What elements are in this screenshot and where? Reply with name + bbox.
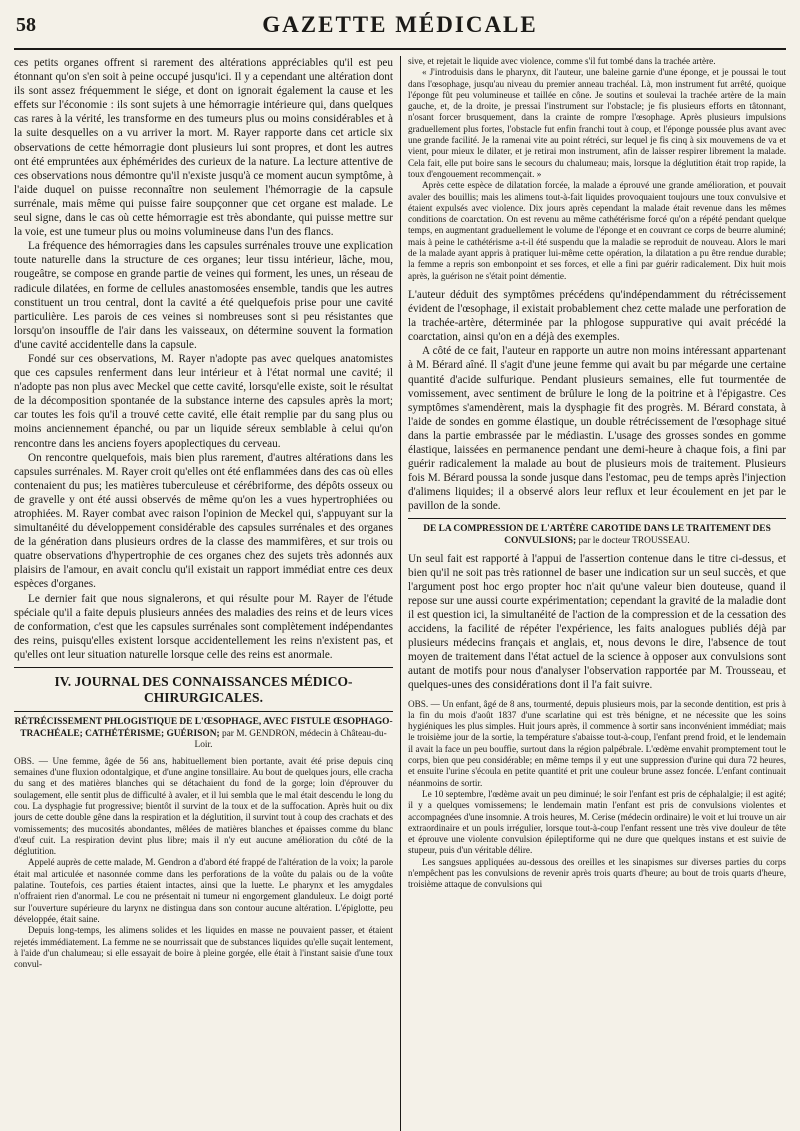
section-divider [14,667,393,668]
paragraph: Les sangsues appliquées au-dessous des oreilles et les sinapismes sur diverses parties du corps n'empêchent pas les convulsions de revenir après trois quarts d'heure; au bout de trois quarts d'heure, troisième attaque de convulsions qui [408,856,786,890]
paragraph: Le dernier fait que nous signalerons, et qui résulte pour M. Rayer de l'étude spéciale qu'il a faite depuis plusieurs années des maladies des reins et de leurs vices de conformation, c'est que les capsules surrénales sont complètement indépendantes des reins, puisqu'elles existent lorsque accidentellement les reins n'existent pas, et qu'elles ont leur situation naturelle lorsque celle des reins est anormale. [14,592,393,661]
paragraph: Fondé sur ces observations, M. Rayer n'adopte pas avec quelques anatomistes que ces capsules renferment dans leur intérieur et à l'état normal une cavité; il n'adopte pas non plus avec Meckel que cette cavité, lorsqu'elle existe, soit le résultat de la décomposition spontanée de la substance interne des capsules après la mort; car toutes les fois qu'il a trouvé cette cavité, elle était remplie par du sang plus ou moins anciennement épanché, ou par un liquide séreux semblable à celui qu'on rencontre dans les anciens foyers apoplectiques du cerveau. [14,352,393,450]
paragraph: Appelé auprès de cette malade, M. Gendron a d'abord été frappé de l'altération de la voix; la parole était mal articulée et nasonnée comme dans les perforations de la voûte du palais ou de la voûte palatine. Toutefois, ces parties étaient intactes, ainsi que la luette. Le pharynx et les amygdales n'offraient rien d'anormal. Le cou ne présentait ni tumeur ni engorgement glanduleux. Le doigt porté sur l'ouverture supérieure du larynx ne distingua dans son contour aucune altération. L'épiglotte, peu développée, était saine. [14,857,393,924]
paragraph: sive, et rejetait le liquide avec violence, comme s'il fut tombé dans la trachée artère. [408,56,716,66]
columns [14,56,786,1131]
paragraph: Depuis long-temps, les alimens solides et les liquides en masse ne pouvaient passer, et étaient rejetés immédiatement. La femme ne se nourrissait que de substances liquides qu'elle suçait lentement, à l'aide d'un chalumeau; si elle essayait de boire à pleine gorgée, elle était à l'instant saisie d'une toux convul- [14,925,393,970]
section-divider [14,711,393,712]
article-author: par M. GENDRON, médecin à Château-du-Loir. [194,728,387,751]
paragraph: On rencontre quelquefois, mais bien plus rarement, d'autres altérations dans les capsules surrénales. M. Rayer croit qu'elles ont été enflammées dans des cas où elles contenaient du pus; les matières tuberculeuse et cérébriforme, des dépôts osseux ou de gravelle y ont été aussi observés de même qu'on les a vues hypertrophiées ou atrophiées. M. Rayer combat avec raison l'opinion de Meckel qui, s'appuyant sur la simultanéité du développement considérable des capsules surrénales et des organes de la génération dans plusieurs ordres de la classe des mammifères, et sur trois ou quatre observations d'hypertrophie de ces organes chez des sujets très adonnés aux plaisirs de l'amour, en avait conclu qu'il existait un rapport immédiat entre ces deux espèces d'organes. [14,451,393,591]
paragraph: Après cette espèce de dilatation forcée, la malade a éprouvé une grande amélioration, et pouvait avaler des bouillis; mais les alimens tout-à-fait liquides provoquaient toujours une toux convulsive et étaient expulsés avec violence. Dix jours après cependant la malade était revenue dans les mêmes conditions de coarctation. On est revenu au même cathétérisme forcé qu'on a répété pendant quelque temps, en augmentant graduellement le volume de l'éponge et en couvrant ce corps de beurre aluminé; mais à peine le cathétérisme a-t-il été suspendu que la maladie se reproduit de nouveau. Alors le mari de la malade ayant appris à pratiquer lui-même cette opération, la dilatation a pu être rendue durable; la femme a repris son embonpoint et ses forces, et elle a fini par guérir radicalement. Dix huit mois après, la guérison ne s'était point démentie. [408,180,786,281]
article-title [408,524,786,547]
left-column [14,56,400,1131]
page-header [14,8,786,50]
paragraph: La fréquence des hémorragies dans les capsules surrénales trouve une explication toute naturelle dans la structure de ces organes; leur tissu intérieur, lâche, mou, rougeâtre, se compose en grande partie de veines qui forment, les unes, un réseau de radicule dilatées, en forme de cellules anastomosées ensemble, tandis que les autres constituent un trou central, dont la cavité a été quelquefois prise pour une cavité particulière. Les parois de ces veines si nombreuses sont si peu résistantes que lorsqu'on insouffle de l'air dans les vaisseaux, on détermine souvent la formation d'une cavité accidentelle dans la capsule. [14,240,393,351]
article-title-text: RÉTRÉCISSEMENT PHLOGISTIQUE DE L'ŒSOPHAGE, AVEC FISTULE ŒSOPHAGO-TRACHÉALE; CATHÉTÉRISME; GUÉRISON; [14,717,393,739]
paragraph: Un seul fait est rapporté à l'appui de l'assertion contenue dans le titre ci-dessus, et bien qu'il ne soit pas très rationnel de baser une indication sur un seul succès, et que l'argument post hoc ergo propter hoc n'ait qu'une valeur bien douteuse, quand il repose sur une aussi courte expérimentation; cependant la gravité de la maladie dont il est question ici, la simultanéité de l'action de la compression et de la cessation des accidens, la facilité de répéter l'expérience, les faits analogues publiés déjà par plusieurs médecins français et anglais, et, nous devons le dire, l'absence de tout moyen de traitement dans l'état actuel de la science à opposer aux convulsions sont autant de motifs pour nous d'analyser l'observation rapportée par M. Trousseau, et quelques-unes des considérations dont il l'a fait suivre. [408,552,786,692]
article-author: par le docteur TROUSSEAU. [578,536,690,547]
section-divider [408,518,786,519]
paragraph: Le 10 septembre, l'œdème avait un peu diminué; le soir l'enfant est pris de céphalalgie; il est agité; il y a quelques vomissemens; le lendemain matin l'enfant est pris de convulsions violentes et accompagnées d'une insomnie. A trois heures, M. Cerise (médecin ordinaire) le voit et lui trouve un air extraordinaire et un pouls irrégulier, lorsque tout-à-coup l'enfant ressent une très vive douleur de tête et éprouve une violente convulsion épileptiforme qui ne dure que quelques instans et est suivie de stupeur, puis d'un véritable délire. [408,788,786,856]
paragraph: ces petits organes offrent si rarement des altérations appréciables qu'il est peu étonnant qu'on s'en soit à peine occupé jusqu'ici. Il y a cependant une altération dont ils sont assez fréquemment le siége, et dont on ignorait également la cause et les effets sur l'économie : ils sont sujets à une hémorragie intérieure qui, dans quelques cas rares à la vérité, les transforme en des tumeurs plus ou moins considérables et à la suite desquelles on a vu arriver la mort. M. Rayer rapporte dans cet article six observations de cette hémorragie dont plusieurs lui sont propres, et dont les autres ont été empruntées aux éphémérides des curieux de la nature. La lecture attentive de ces observations nous démontre qu'il n'existe jusqu'à ce moment aucun symptôme, à l'aide duquel on puisse reconnaître non seulement l'hémorragie de la capsule surrénale, mais même qui puisse faire soupçonner que cet organe est malade. Le seul signe, dans le cas où cette hémorragie est très abondante, qui puisse mettre sur la voie, est une tumeur plus ou moins volumineuse dans l'un des flancs. [14,57,393,239]
journal-title: GAZETTE MÉDICALE [262,12,538,37]
paragraph: L'auteur déduit des symptômes précédens qu'indépendamment du rétrécissement évident de l'œsophage, il existait probablement chez cette malade une perforation de la trachée-artère, déterminée par la phlogose suppurative qui avait précédé la coarctation, ainsi qu'on en a déjà des exemples. [408,288,786,344]
right-column [400,56,786,1131]
paragraph: OBS. — Un enfant, âgé de 8 ans, tourmenté, depuis plusieurs mois, par la seconde dentition, est pris à la fin du mois d'août 1837 d'une scarlatine qui est très bénigne, et ne nécessite que les soins hygiéniques les plus simples. Huit jours après, il commence à sortir sans inconvénient immédiat; mais le troisième jour de la sortie, la température s'abaisse tout-à-coup, l'enfant prend froid, et le lendemain il avait la face un peu bouffie, surtout dans la région palpébrale. L'œdème envahit promptement tout le corps, bien que peu considérable; en même temps il y eut une suppression d'urine qui dura 72 heures, et ensuite l'urine s'écoula en petite quantité et prit une couleur brune assez foncée. L'enfant continuait néanmoins de sortir. [408,698,786,788]
paragraph: A côté de ce fait, l'auteur en rapporte un autre non moins intéressant appartenant à M. Bérard aîné. Il s'agit d'une jeune femme qui avait bu par mégarde une certaine quantité d'acide sulfurique. Pendant plusieurs semaines, elle fut tourmentée de vomissement, avec sentiment de brûlure le long de la poitrine et à l'épigastre. Ces symptômes s'amendèrent, mais la dysphagie fit des progrès. M. Bérard constata, à l'aide de sondes en gomme élastique, un double rétrécissement de l'œsophage situé dans la partie embrassée par le médiastin. L'usage des grosses sondes en gomme élastique, laissées en permanence pendant une demi-heure à chaque fois, a fini par guérir radicalement la malade au bout de plusieurs mois de traitement. Plusieurs fois M. Bérard poussa la sonde jusque dans l'estomac, peu de temps après l'injection d'alimens liquides; il a observé alors leur reflux et leur écoulement en jet par le pavillon de la sonde. [408,345,786,513]
section-title: IV. JOURNAL DES CONNAISSANCES MÉDICO-CHIRURGICALES. [54,674,353,706]
page-number: 58 [16,14,36,36]
article-title-text: DE LA COMPRESSION DE L'ARTÈRE CAROTIDE DANS LE TRAITEMENT DES CONVULSIONS; [423,524,771,547]
paragraph: « J'introduisis dans le pharynx, dit l'auteur, une baleine garnie d'une éponge, et je poussai le tout dans l'œsophage, jusqu'au niveau du premier anneau trachéal. Là, mon instrument fut arrêté, quoique l'éponge fût peu volumineuse et taillée en cône. Je soutins et soulevai la trachée artère de la main gauche, et, de la droite, je pressai l'instrument sur l'obstacle; je fis plusieurs efforts en tâtonnant, n'osant forcer brusquement, dans la crainte de rompre l'œsophage. Après plusieurs impulsions graduellement plus fortes, l'obstacle fut enfin franchi tout à coup, et l'éponge poussée plus avant avec une grande facilité. Je la ramenai vite au point rétréci, sur lequel je fis cinq à six mouvemens de va et vient, pour mieux le dilater, et je retirai mon instrument, afin de laisser respirer librement la malade. Cela fait, elle put boire sans le secours du chalumeau; mais, lorsque la déglutition était trop rapide, la toux d'engouement recommençait. » [408,67,786,179]
paragraph: OBS. — Une femme, âgée de 56 ans, habituellement bien portante, avait été prise depuis cinq semaines d'une fluxion odontalgique, et d'une angine tonsillaire. Au bout de quelques jours, elle cracha du sang et des matières blanches qui se détachaient du fond de la gorge; loin d'éprouver du soulagement, elle sentit plus de difficulté à avaler, et il lui sembla que le mal était descendu le long du cou. La dysphagie fut progressive; bientôt il survint de la toux et de la suffocation. Après huit ou dix jours de cette double gêne dans la respiration et la déglutition, il survint tout à coup des crachats et des vomissements; des mucosités abondantes, mêlées de matières blanches et épaisses comme du blanc d'œuf cuit. La respiration devint plus libre; mais il n'y eut aucune amélioration du côté de la déglutition. [14,755,393,857]
article-title [14,717,393,752]
